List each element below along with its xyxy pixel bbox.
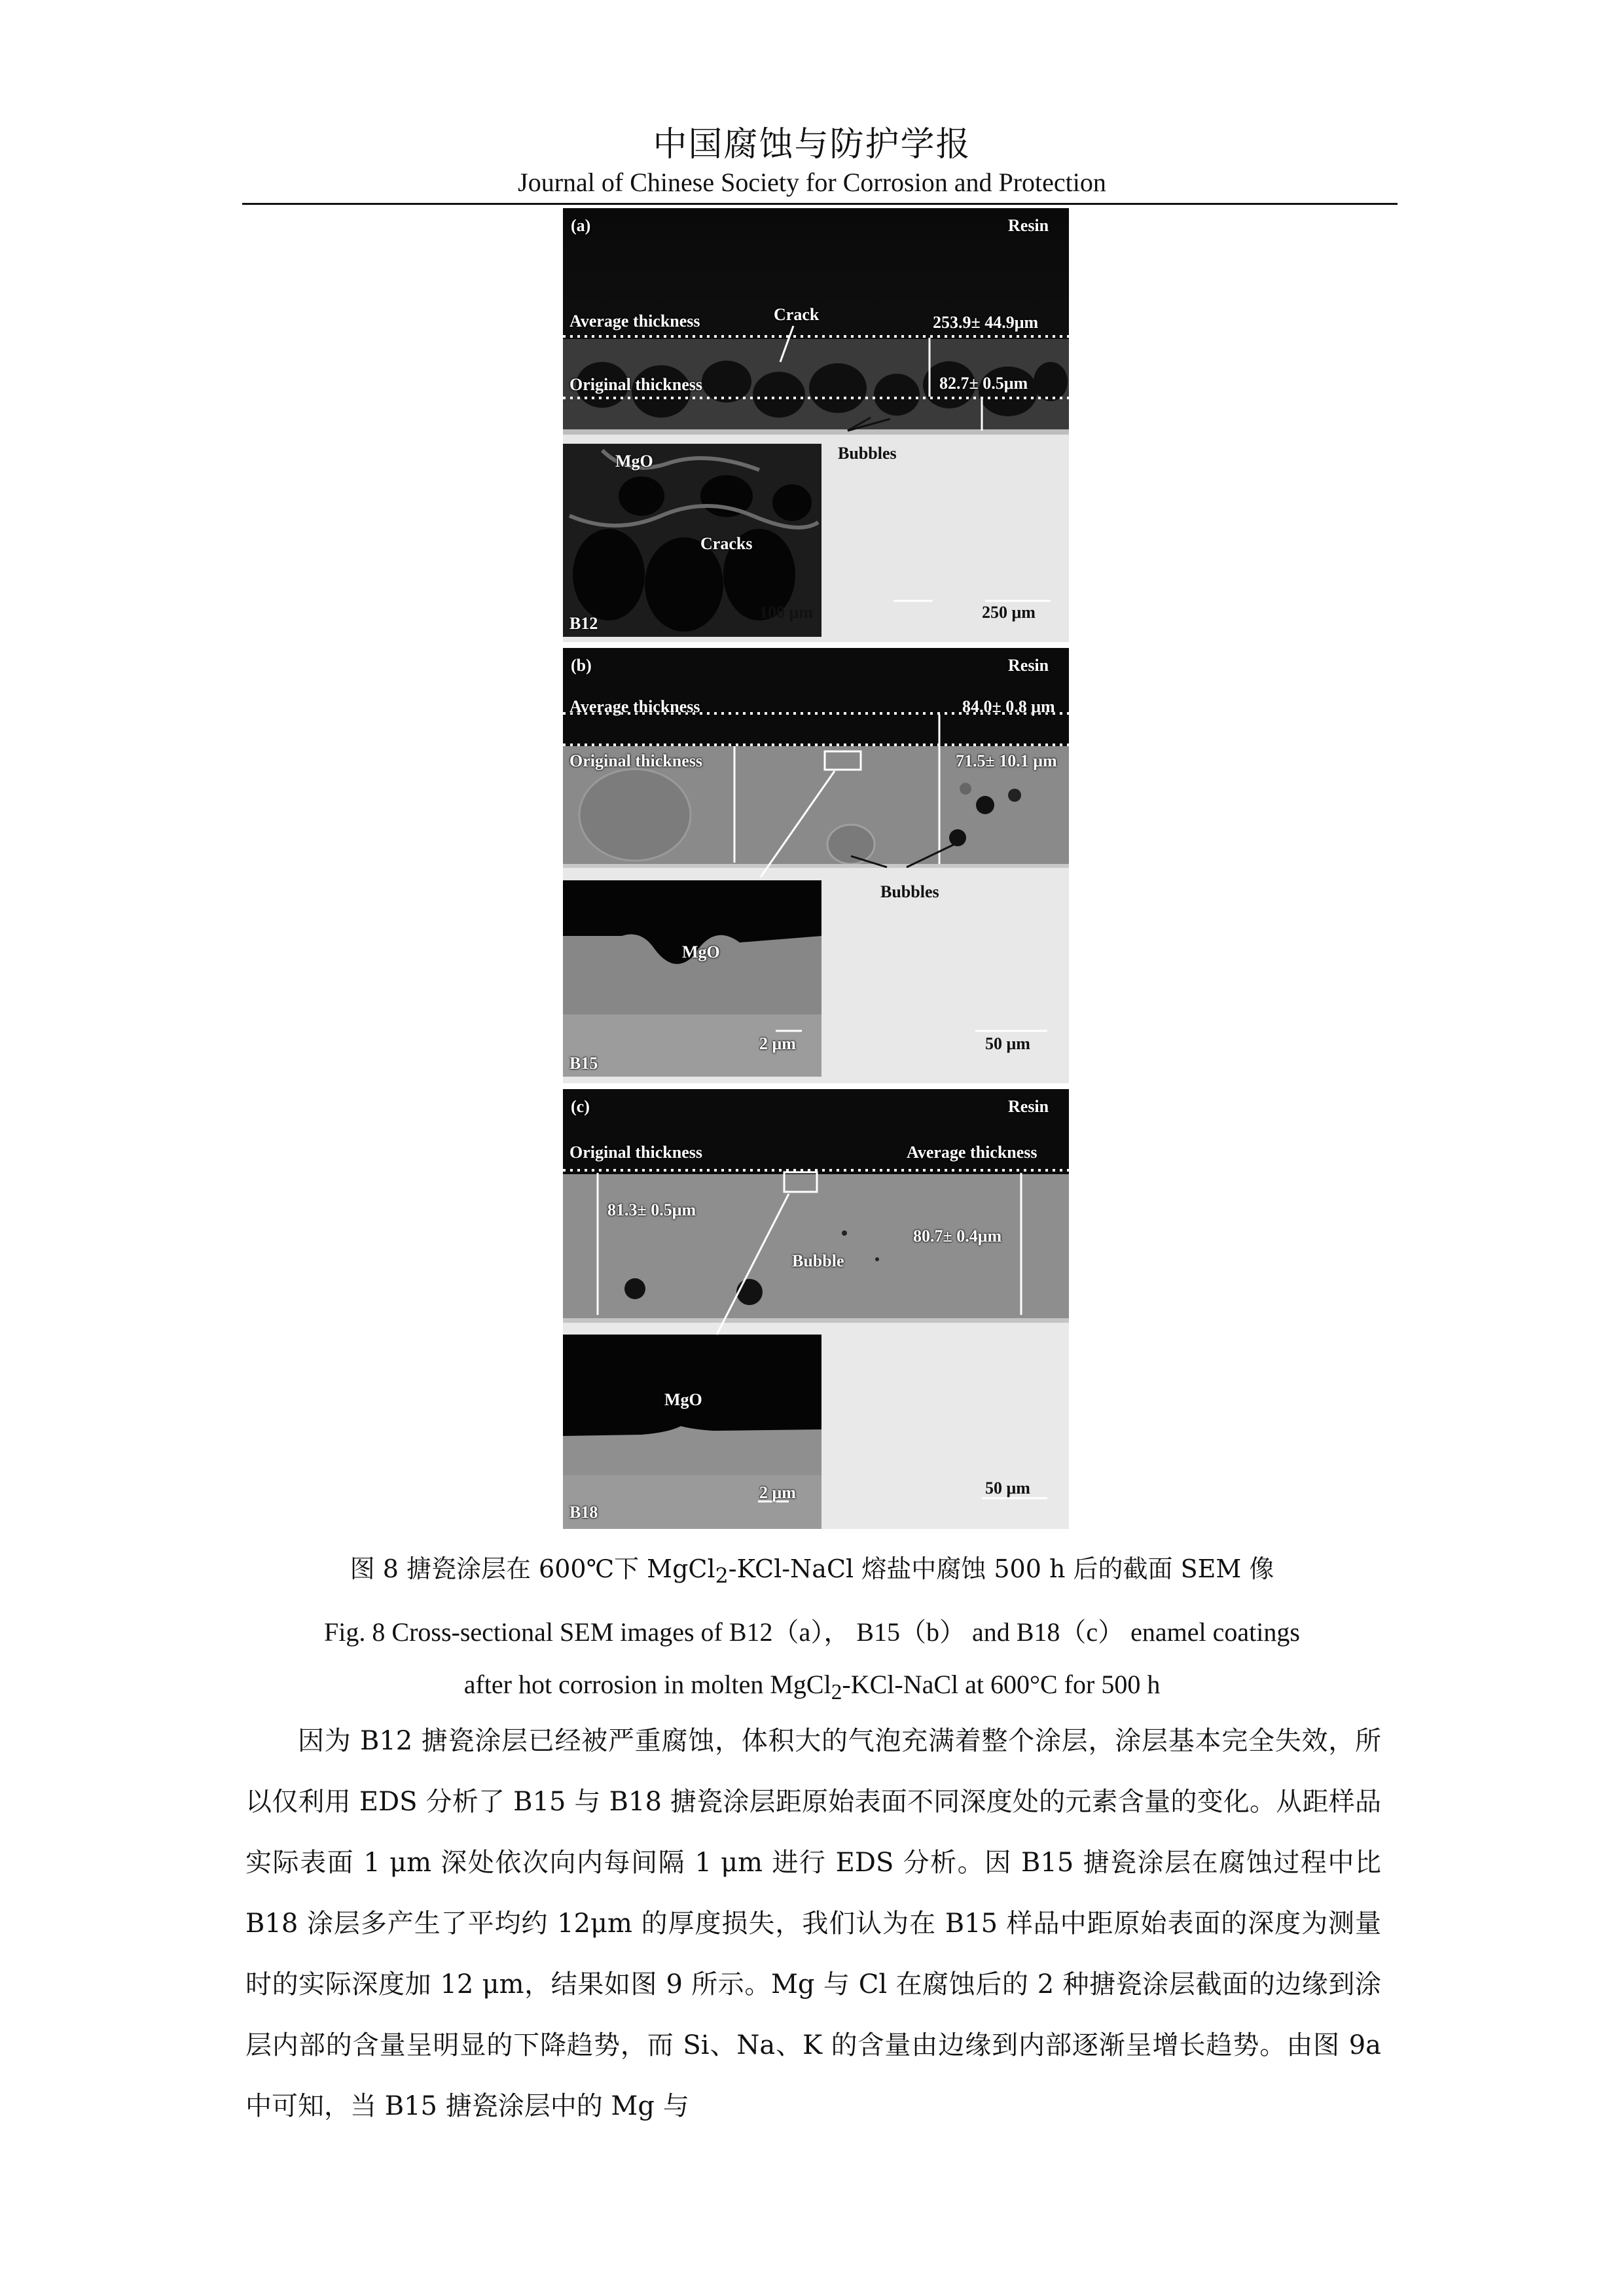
panel-c-mgo: MgO <box>664 1390 702 1409</box>
panel-a-cracks: Cracks <box>700 534 753 553</box>
panel-c-sample: B18 <box>569 1503 598 1522</box>
panel-a-average-thickness: Average thickness <box>569 312 700 331</box>
panel-a-mgo: MgO <box>615 452 653 471</box>
panel-c-label: (c) <box>571 1097 590 1116</box>
panel-b-bubbles: Bubbles <box>880 882 939 901</box>
panel-a-thickness-2: 82.7± 0.5μm <box>939 374 1028 393</box>
panel-b-label: (b) <box>571 656 592 675</box>
panel-c-thickness-1: 81.3± 0.5μm <box>607 1200 696 1219</box>
panel-a-crack: Crack <box>774 305 820 324</box>
panel-a-original-thickness: Original thickness <box>569 375 702 394</box>
panel-c-original-thickness: Original thickness <box>569 1143 702 1162</box>
figure-caption-en-line2: after hot corrosion in molten MgCl$_2$-KCl-NaCl at 600°C for 500 h <box>463 1670 1161 1704</box>
panel-a-scale-main: 250 μm <box>982 603 1036 622</box>
panel-a-sample: B12 <box>569 614 598 633</box>
figure-panel-b <box>563 648 1069 1083</box>
panel-b-scale-main: 50 μm <box>985 1034 1030 1053</box>
panel-b-mgo: MgO <box>682 942 720 961</box>
panel-b-scale-inset: 2 μm <box>759 1034 796 1053</box>
body-paragraph <box>245 1711 1381 2137</box>
panel-b-average-thickness: Average thickness <box>569 697 700 716</box>
panel-b-resin: Resin <box>1008 656 1049 675</box>
figure-panel-a <box>563 208 1069 642</box>
header-rule <box>242 203 1398 205</box>
panel-c-average-thickness: Average thickness <box>907 1143 1038 1162</box>
panel-b-thickness-1: 84.0± 0.8 μm <box>962 697 1055 716</box>
journal-title-cn: 中国腐蚀与防护学报 <box>653 125 971 164</box>
panel-c-resin: Resin <box>1008 1097 1049 1116</box>
journal-title-en: Journal of Chinese Society for Corrosion and Protection <box>518 168 1106 197</box>
panel-a-resin: Resin <box>1008 216 1049 235</box>
panel-c-thickness-2: 80.7± 0.4μm <box>913 1227 1002 1246</box>
panel-a-thickness-1: 253.9± 44.9μm <box>933 313 1039 332</box>
panel-c-bubble: Bubble <box>792 1251 844 1270</box>
panel-a-label: (a) <box>571 216 591 235</box>
figure-panel-c <box>563 1089 1069 1529</box>
panel-a-bubbles: Bubbles <box>838 444 897 463</box>
figure-caption-en-line1: Fig. 8 Cross-sectional SEM images of B12（a）， B15（b） and B18（c） enamel coatings <box>324 1617 1300 1647</box>
panel-b-thickness-2: 71.5± 10.1 μm <box>956 751 1057 770</box>
panel-c-scale-inset: 2 μm <box>759 1483 796 1502</box>
panel-b-original-thickness: Original thickness <box>569 751 702 770</box>
figure-caption-cn: 图 8 搪瓷涂层在 600℃下 MgCl$_2$-KCl-NaCl 熔盐中腐蚀 500 h 后的截面 SEM 像 <box>350 1554 1274 1588</box>
panel-b-sample: B15 <box>569 1054 598 1073</box>
panel-a-scale-inset: 100 μm <box>759 603 813 622</box>
sem-image-a <box>563 208 1069 642</box>
panel-c-scale-main: 50 μm <box>985 1479 1030 1498</box>
paragraph-text: 因为 B12 搪瓷涂层已经被严重腐蚀，体积大的气泡充满着整个涂层，涂层基本完全失效，所以仅利用 EDS 分析了 B15 与 B18 搪瓷涂层距原始表面不同深度处的元素含量的变化。从距样品实际表面 1 μm 深处依次向内每间隔 1 μm 进行 EDS 分析。因 B15 搪瓷涂层在腐蚀过程中比 B18 涂层多产生了平均约 12μm 的厚度损失，我们认为在 B15 样品中距原始表面的深度为测量时的实际深度加 12 μm，结果如图 9 所示。Mg 与 Cl 在腐蚀后的 2 种搪瓷涂层截面的边缘到涂层内部的含量呈明显的下降趋势，而 Si、Na、K 的含量由边缘到内部逐渐呈增长趋势。由图 9a 中可知，当 B15 搪瓷涂层中的 Mg 与 <box>245 1726 1381 2121</box>
